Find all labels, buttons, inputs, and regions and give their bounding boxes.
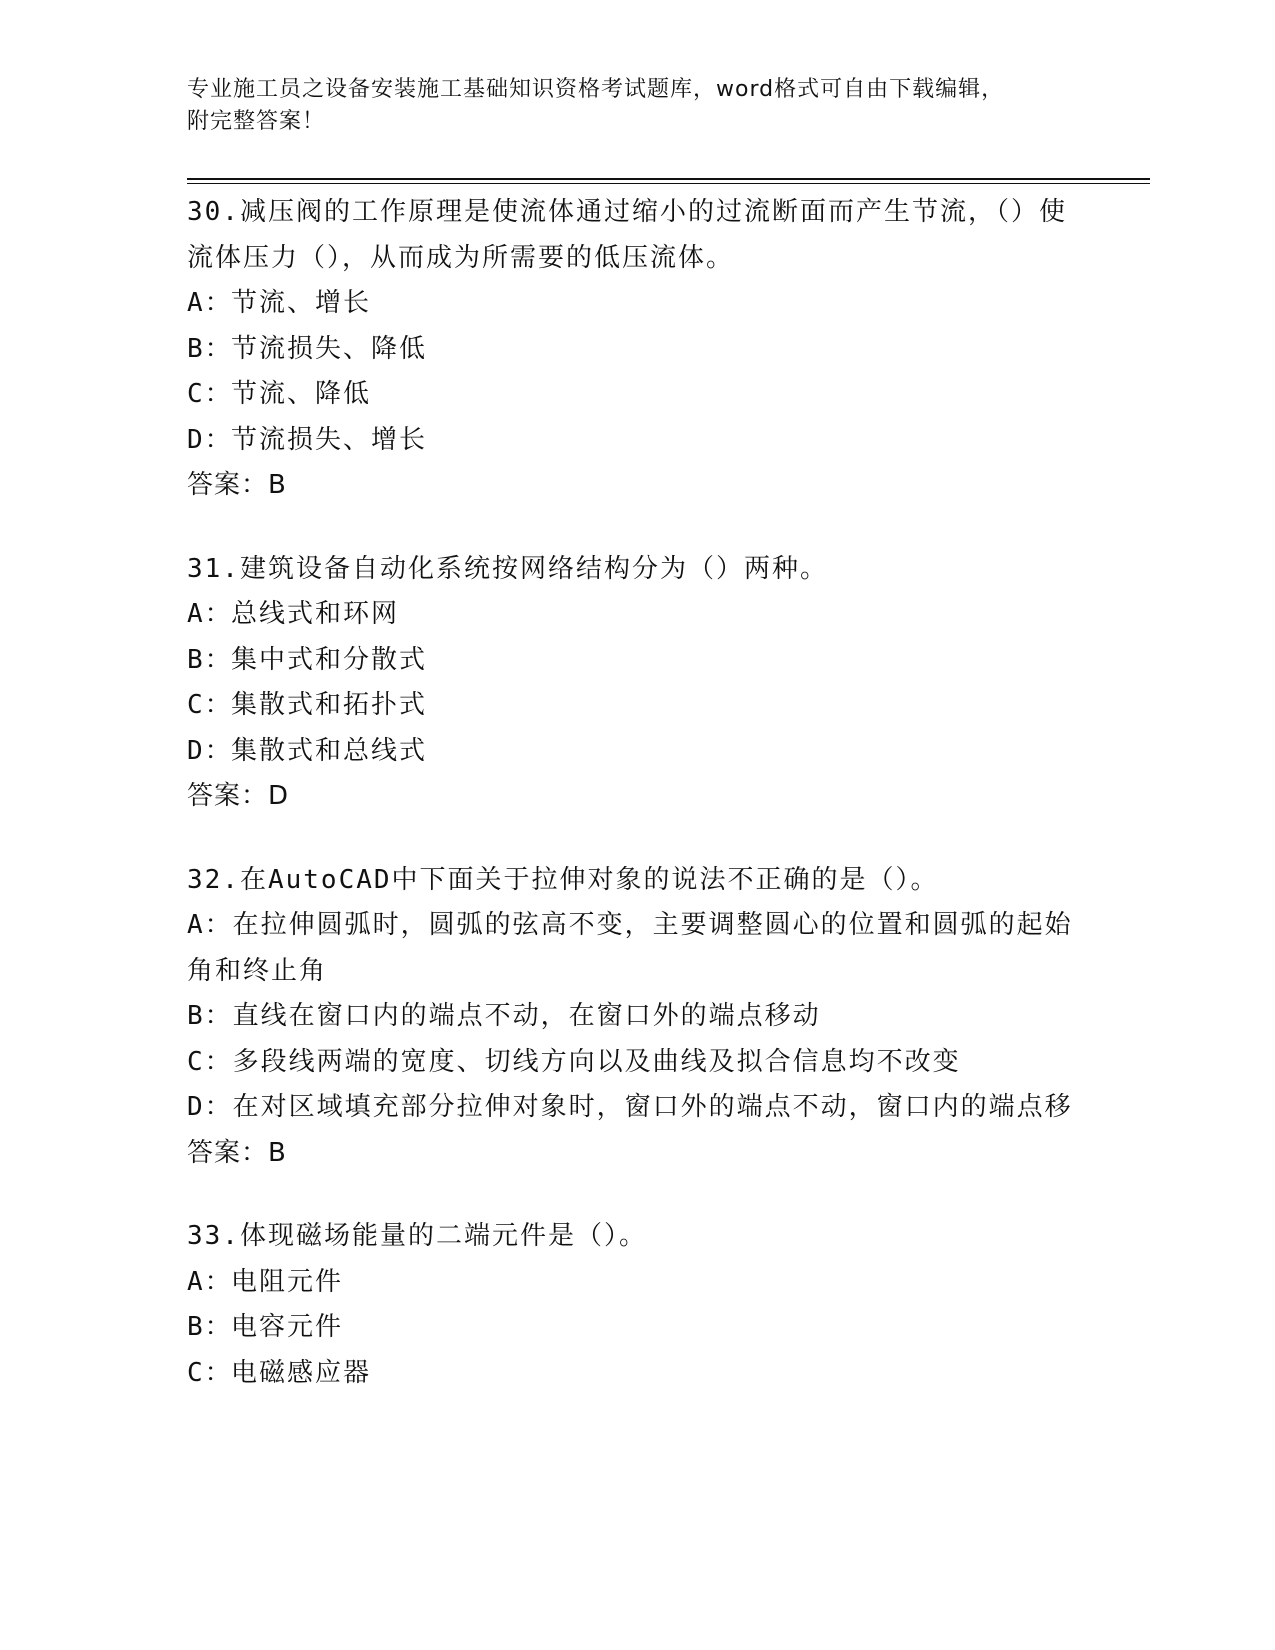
question-stem: 30.减压阀的工作原理是使流体通过缩小的过流断面而产生节流，（）使流体压力（），从而成为所需要的低压流体。 [187, 197, 1067, 273]
option-d [187, 418, 1087, 464]
option-c [187, 372, 1087, 418]
option-text: 在对区域填充部分拉伸对象时，窗口外的端点不动，窗口内的端点移 [232, 1092, 1073, 1122]
option-key: A： [187, 599, 233, 629]
question-list [187, 190, 1087, 1434]
option-text: 节流损失、降低 [231, 333, 428, 364]
option-text: 在拉伸圆弧时，圆弧的弦高不变，主要调整圆心的位置和圆弧的起始角和终止角 [187, 910, 1073, 986]
answer-label: 答案：B [187, 470, 287, 500]
option-text: 电磁感应器 [231, 1357, 372, 1388]
option-text: 集中式和分散式 [231, 644, 428, 675]
option-key: B： [187, 1312, 233, 1342]
option-text: 节流损失、增长 [231, 424, 428, 455]
question-stem: 31.建筑设备自动化系统按网络结构分为（）两种。 [187, 553, 828, 584]
option-key: B： [187, 1001, 233, 1031]
option-c [187, 1040, 1087, 1086]
option-text: 集散式和拓扑式 [231, 690, 428, 720]
option-key: A： [187, 288, 233, 318]
question-30 [187, 190, 1087, 509]
option-text: 多段线两端的宽度、切线方向以及曲线及拟合信息均不改变 [232, 1046, 961, 1077]
answer-label: 答案：D [187, 781, 290, 811]
header-line-2: 附完整答案！ [187, 109, 326, 134]
header-divider-thick [187, 178, 1150, 180]
option-key: C： [187, 1046, 233, 1077]
question-stem: 32.在AutoCAD中下面关于拉伸对象的说法不正确的是（）。 [187, 864, 939, 895]
option-text: 节流、降低 [231, 379, 372, 409]
option-key: A： [187, 1266, 233, 1297]
question-stem: 33.体现磁场能量的二端元件是（）。 [187, 1221, 647, 1251]
question-31 [187, 547, 1087, 820]
option-key: B： [187, 333, 233, 364]
option-a [187, 903, 1087, 994]
header-divider-thin [187, 183, 1150, 184]
option-key: D： [187, 424, 233, 455]
option-d [187, 1085, 1087, 1131]
option-key: D： [187, 1092, 233, 1122]
option-text: 直线在窗口内的端点不动，在窗口外的端点移动 [232, 1001, 821, 1031]
option-d [187, 729, 1087, 775]
option-text: 电阻元件 [231, 1266, 344, 1297]
option-a [187, 592, 1087, 638]
option-a [187, 1260, 1087, 1306]
option-b [187, 1305, 1087, 1351]
option-text: 电容元件 [231, 1312, 344, 1342]
header-line-1: 专业施工员之设备安装施工基础知识资格考试题库，word格式可自由下载编辑， [187, 77, 1005, 102]
question-32 [187, 858, 1087, 1177]
option-c [187, 683, 1087, 729]
answer-label: 答案：B [187, 1137, 287, 1168]
option-text: 节流、增长 [231, 288, 372, 318]
option-b [187, 327, 1087, 373]
option-key: D： [187, 735, 233, 766]
option-key: C： [187, 379, 233, 409]
option-a [187, 281, 1087, 327]
option-text: 总线式和环网 [231, 599, 400, 629]
option-text: 集散式和总线式 [231, 735, 428, 766]
option-key: A： [187, 910, 233, 940]
option-key: B： [187, 644, 233, 675]
option-b [187, 638, 1087, 684]
question-33 [187, 1214, 1087, 1396]
option-key: C： [187, 1357, 233, 1388]
document-header [187, 74, 1087, 138]
option-c [187, 1351, 1087, 1397]
option-b [187, 994, 1087, 1040]
option-key: C： [187, 690, 233, 720]
